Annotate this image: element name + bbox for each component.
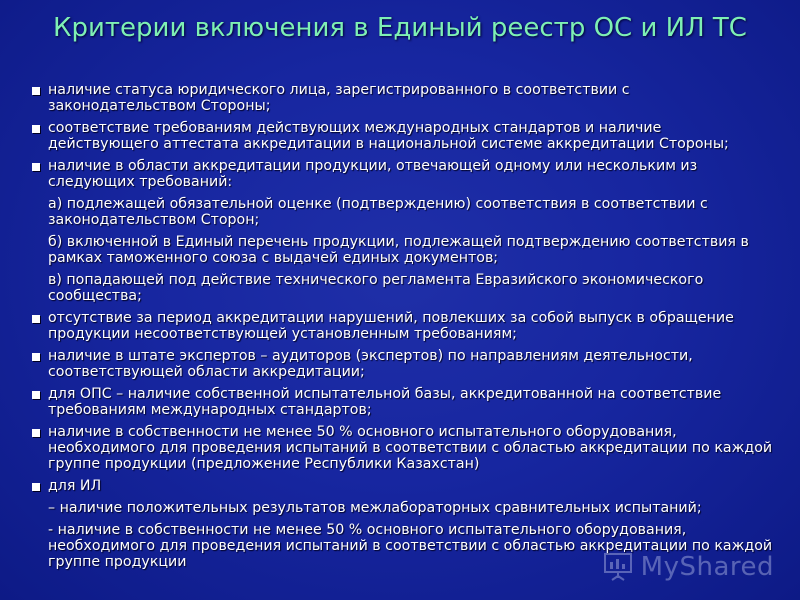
list-item-text: для ИЛ: [48, 478, 102, 494]
sub-list-item: [26, 500, 774, 516]
list-item: [26, 82, 774, 114]
list-item: [26, 120, 774, 152]
list-item-text: наличие статуса юридического лица, зарегистрированного в соответствии с законодательством Стороны;: [48, 82, 630, 114]
list-item-text: соответствие требованиям действующих международных стандартов и наличие действующего аттестата аккредитации в национальной системе аккредитации Стороны;: [48, 120, 729, 152]
watermark-text: MyShared: [640, 552, 774, 582]
slide-title: Критерии включения в Единый реестр ОС и ИЛ ТС: [53, 13, 747, 43]
list-item-text: – наличие положительных результатов межлабораторных сравнительных испытаний;: [48, 500, 702, 516]
sub-list-item: [26, 196, 774, 228]
list-item-text: а) подлежащей обязательной оценке (подтверждению) соответствия в соответствии с законодательством Сторон;: [48, 196, 708, 228]
list-item: [26, 158, 774, 190]
criteria-list: [26, 82, 774, 570]
list-item-text: наличие в собственности не менее 50 % основного испытательного оборудования, необходимого для проведения испытаний в соответствии с областью аккредитации по каждой группе продукции (предложение Республики Казахстан): [48, 424, 773, 472]
square-bullet-icon: [32, 391, 40, 399]
list-item-text: - наличие в собственности не менее 50 % основного испытательного оборудования, необходимого для проведения испытаний в соответствии с областью аккредитации по каждой группе продукции: [48, 522, 773, 570]
list-item-text: б) включенной в Единый перечень продукции, подлежащей подтверждению соответствия в рамках таможенного союза с выдачей единых документов;: [48, 234, 749, 266]
list-item: [26, 478, 774, 494]
square-bullet-icon: [32, 163, 40, 171]
sub-list-item: [26, 272, 774, 304]
list-item: [26, 424, 774, 472]
list-item-text: для ОПС – наличие собственной испытательной базы, аккредитованной на соответствие требованиям международных стандартов;: [48, 386, 722, 418]
square-bullet-icon: [32, 125, 40, 133]
list-item-text: в) попадающей под действие технического регламента Евразийского экономического сообщества;: [48, 272, 704, 304]
list-item: [26, 310, 774, 342]
square-bullet-icon: [32, 87, 40, 95]
square-bullet-icon: [32, 353, 40, 361]
watermark: [601, 550, 774, 584]
square-bullet-icon: [32, 315, 40, 323]
square-bullet-icon: [32, 483, 40, 491]
sub-list-item: [26, 234, 774, 266]
list-item-text: отсутствие за период аккредитации нарушений, повлекших за собой выпуск в обращение продукции несоответствующей установленным требованиям;: [48, 310, 734, 342]
list-item-text: наличие в штате экспертов – аудиторов (экспертов) по направлениям деятельности, соответствующей области аккредитации;: [48, 348, 693, 380]
presentation-screen-icon: [601, 550, 635, 584]
list-item: [26, 386, 774, 418]
list-item: [26, 348, 774, 380]
square-bullet-icon: [32, 429, 40, 437]
list-item-text: наличие в области аккредитации продукции, отвечающей одному или нескольким из следующих требований:: [48, 158, 698, 190]
